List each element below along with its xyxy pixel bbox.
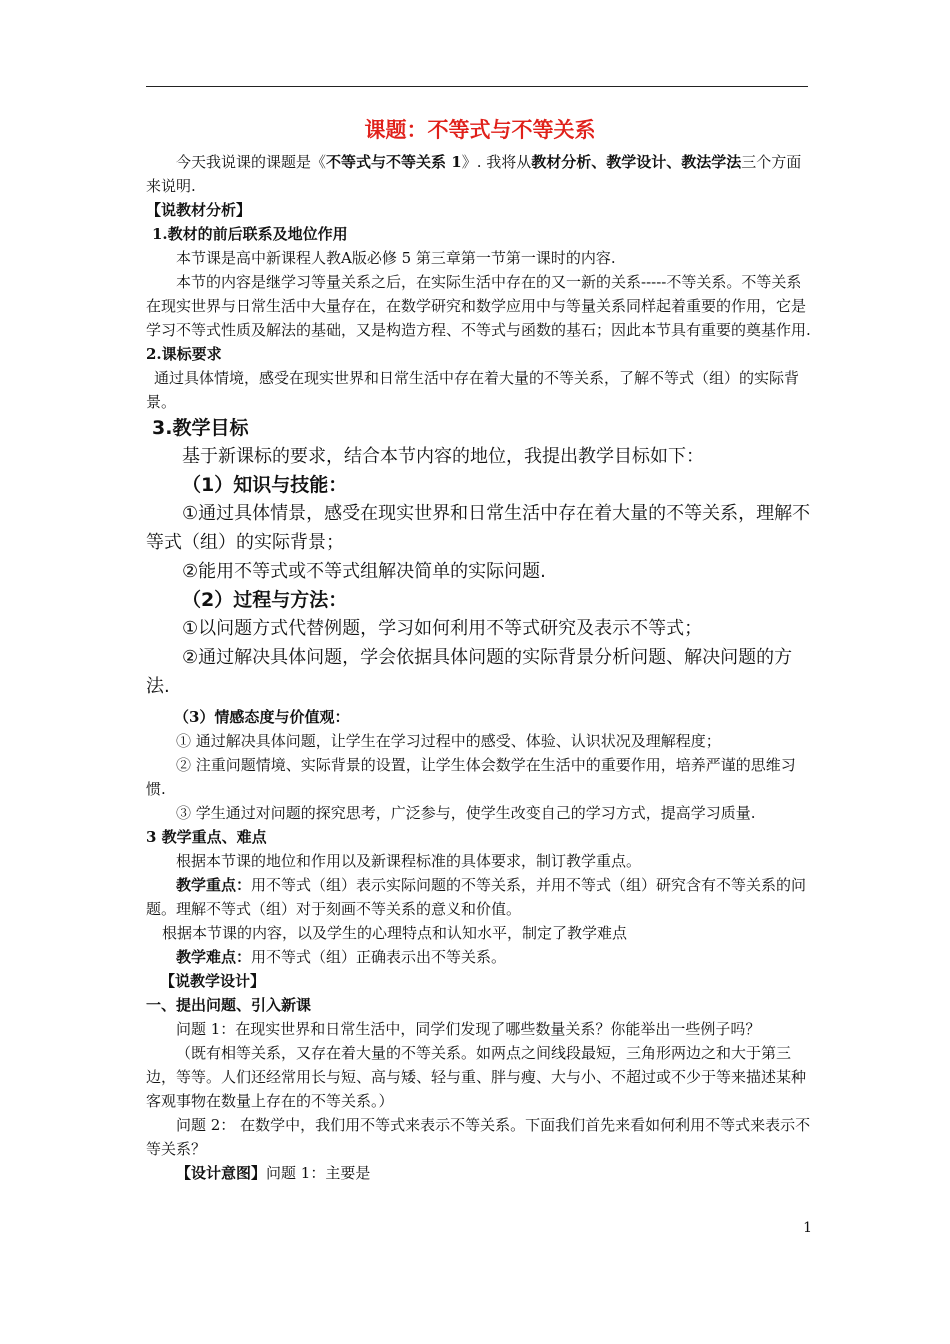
paragraph-key-points-intro: 根据本节课的地位和作用以及新课程标准的具体要求，制订教学重点。 bbox=[176, 852, 642, 870]
paragraph-textbook-position: 本节课是高中新课程人教A版必修 5 第三章第一节第一课时的内容. bbox=[176, 249, 616, 267]
subheading-key-points: 3 教学重点、难点 bbox=[146, 828, 267, 846]
objective-emotion-heading: （3）情感态度与价值观： bbox=[174, 708, 350, 726]
paragraph-question-1: 问题 1：在现实世界和日常生活中，同学们发现了哪些数量关系？你能举出一些例子吗？ bbox=[176, 1020, 761, 1038]
paragraph-question-2: 问题 2： 在数学中，我们用不等式来表示不等关系。下面我们首先来看如何利用不等式来表示不等关系？ bbox=[146, 1116, 811, 1158]
paragraph-curriculum: 通过具体情境，感受在现实世界和日常生活中存在着大量的不等关系，了解不等式（组）的实际背景。 bbox=[146, 369, 800, 411]
document-body bbox=[146, 112, 814, 1185]
intro-paragraph: 今天我说课的课题是《不等式与不等关系 1》. 我将从教材分析、教学设计、教法学法三个方面来说明. bbox=[146, 153, 802, 195]
subheading-curriculum: 2.课标要求 bbox=[146, 345, 222, 363]
objective-emotion-3: ③ 学生通过对问题的探究思考，广泛参与，使学生改变自己的学习方式，提高学习质量. bbox=[176, 804, 756, 822]
objective-process-1: ①以问题方式代替例题，学习如何利用不等式研究及表示不等式； bbox=[182, 618, 703, 639]
paragraph-objectives-intro: 基于新课标的要求，结合本节内容的地位，我提出教学目标如下： bbox=[182, 446, 704, 467]
paragraph-design-intent: 【设计意图】问题 1：主要是 bbox=[176, 1164, 371, 1182]
paragraph-difficulty-intro: 根据本节课的内容，以及学生的心理特点和认知水平，制定了教学难点 bbox=[162, 924, 628, 942]
paragraph-question-1-answer: （既有相等关系，又存在着大量的不等关系。如两点之间线段最短，三角形两边之和大于第三边，等等。人们还经常用长与短、高与矮、轻与重、胖与瘦、大与小、不超过或不少于等来描述某种客观事物在数量上存在的不等关系。） bbox=[146, 1044, 807, 1110]
paragraph-teaching-focus: 教学重点：用不等式（组）表示实际问题的不等关系，并用不等式（组）研究含有不等关系的问题。理解不等式（组）对于刻画不等关系的意义和价值。 bbox=[146, 876, 807, 918]
objective-process-2: ②通过解决具体问题，学会依据具体问题的实际背景分析问题、解决问题的方法. bbox=[146, 647, 793, 697]
header-rule bbox=[146, 86, 808, 87]
subheading-raise-questions: 一、提出问题、引入新课 bbox=[146, 996, 312, 1014]
objective-emotion-1: ① 通过解决具体问题，让学生在学习过程中的感受、体验、认识状况及理解程度； bbox=[176, 732, 721, 750]
page-number: 1 bbox=[803, 1220, 812, 1236]
objective-process-heading: （2）过程与方法： bbox=[182, 589, 348, 611]
objective-knowledge-2: ②能用不等式或不等式组解决简单的实际问题. bbox=[182, 561, 546, 582]
document-title: 课题：不等式与不等关系 bbox=[364, 117, 596, 142]
objective-knowledge-heading: （1）知识与技能： bbox=[182, 474, 348, 496]
subheading-objectives: 3.教学目标 bbox=[152, 417, 249, 439]
subheading-context: 1.教材的前后联系及地位作用 bbox=[152, 225, 348, 243]
objective-knowledge-1: ①通过具体情景，感受在现实世界和日常生活中存在着大量的不等关系，理解不等式（组）的实际背景； bbox=[146, 503, 811, 553]
section-heading-design: 【说教学设计】 bbox=[160, 972, 266, 990]
section-heading-textbook: 【说教材分析】 bbox=[146, 201, 252, 219]
paragraph-textbook-content: 本节的内容是继学习等量关系之后，在实际生活中存在的又一新的关系-----不等关系。不等关系在现实世界与日常生活中大量存在，在数学研究和数学应用中与等量关系同样起着重要的作用，它是学习不等式性质及解法的基础，又是构造方程、不等式与函数的基石；因此本节具有重要的奠基作用. bbox=[146, 273, 811, 339]
paragraph-teaching-difficulty: 教学难点：用不等式（组）正确表示出不等关系。 bbox=[176, 948, 507, 966]
objective-emotion-2: ② 注重问题情境、实际背景的设置，让学生体会数学在生活中的重要作用，培养严谨的思维习惯. bbox=[146, 756, 796, 798]
